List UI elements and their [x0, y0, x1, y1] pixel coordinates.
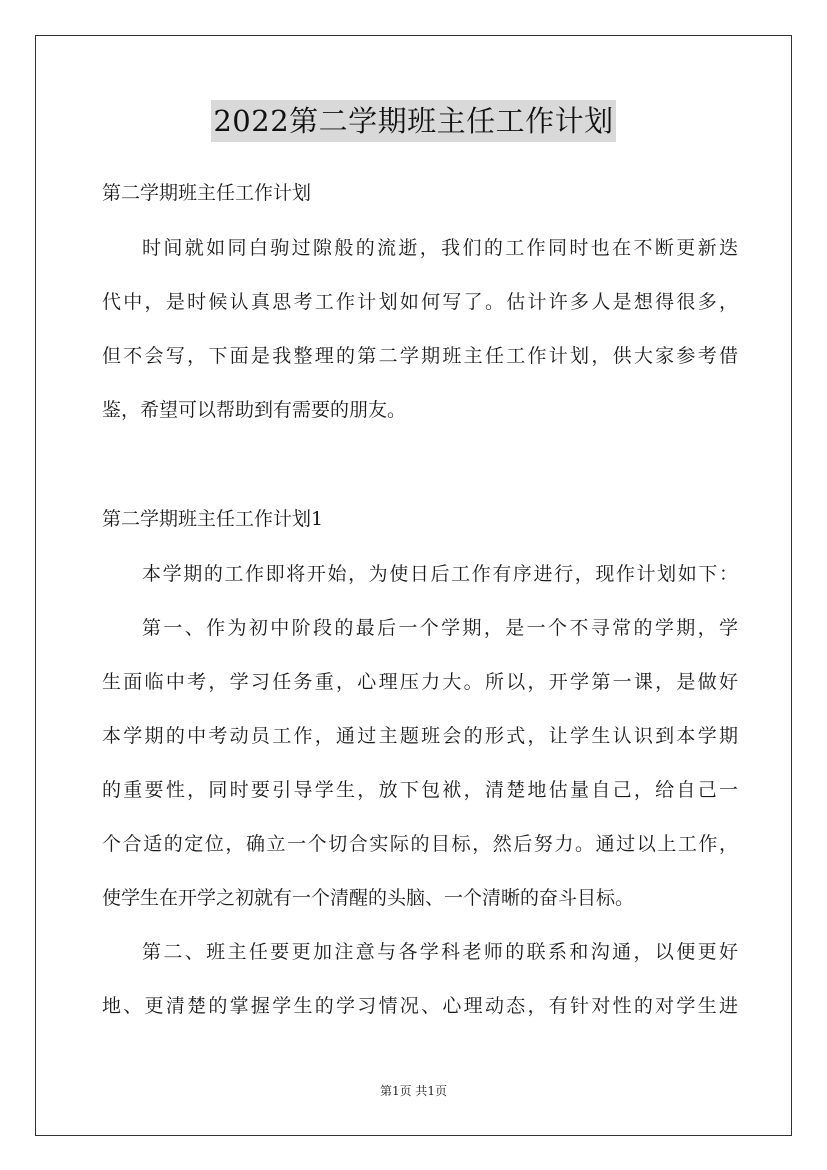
page-footer: 第1页 共1页 [379, 1084, 448, 1098]
paragraph-line: 的重要性，同时要引导学生，放下包袱，清楚地估量自己，给自己一 [102, 779, 738, 801]
paragraph-line: 第一、作为初中阶段的最后一个学期，是一个不寻常的学期，学 [142, 617, 738, 639]
section-heading-1: 第二学期班主任工作计划1 [102, 508, 324, 530]
paragraph-line: 代中，是时候认真思考工作计划如何写了。估计许多人是想得很多， [102, 291, 738, 313]
paragraph-line: 但不会写，下面是我整理的第二学期班主任工作计划，供大家参考借 [102, 345, 738, 367]
paragraph-line: 时间就如同白驹过隙般的流逝，我们的工作同时也在不断更新迭 [142, 237, 738, 259]
paragraph-line: 个合适的定位，确立一个切合实际的目标，然后努力。通过以上工作， [102, 833, 738, 855]
paragraph-line: 生面临中考，学习任务重，心理压力大。所以，开学第一课，是做好 [102, 671, 738, 693]
paragraph-line: 本学期的工作即将开始，为使日后工作有序进行，现作计划如下： [142, 563, 738, 585]
section-heading-intro: 第二学期班主任工作计划 [102, 182, 312, 204]
paragraph-line: 地、更清楚的掌握学生的学习情况、心理动态，有针对性的对学生进 [102, 995, 738, 1017]
document-title: 2022第二学期班主任工作计划 [211, 100, 615, 142]
paragraph-line: 第二、班主任要更加注意与各学科老师的联系和沟通，以便更好 [142, 941, 738, 963]
title-container [0, 100, 827, 142]
paragraph-line: 使学生在开学之初就有一个清醒的头脑、一个清晰的奋斗目标。 [102, 887, 635, 909]
paragraph-line: 鉴，希望可以帮助到有需要的朋友。 [102, 399, 407, 421]
paragraph-line: 本学期的中考动员工作，通过主题班会的形式，让学生认识到本学期 [102, 725, 738, 747]
